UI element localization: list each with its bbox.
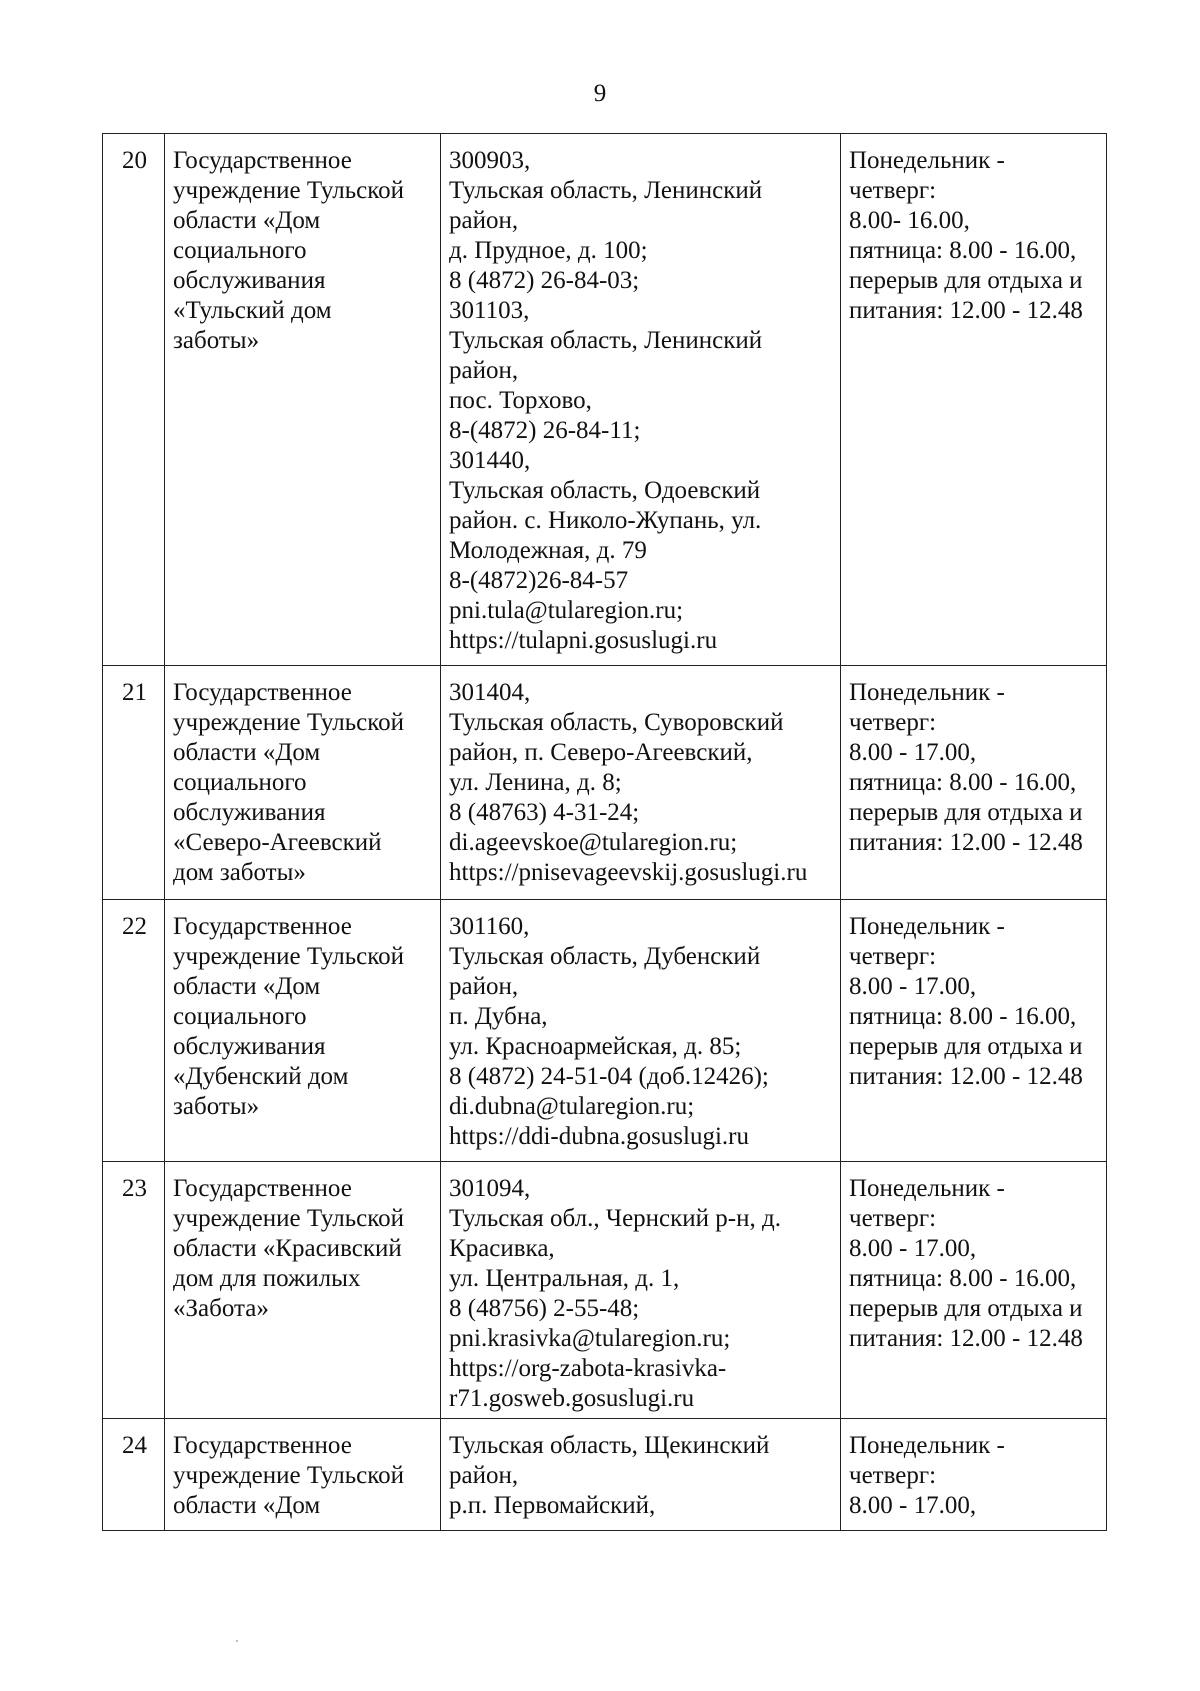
- institution-name-line: области «Дом: [173, 739, 321, 766]
- address-contacts-line: 8 (4872) 24-51-04 (доб.12426);: [449, 1063, 769, 1090]
- working-hours-cell: [841, 900, 1107, 1162]
- address-contacts-cell: [441, 900, 841, 1162]
- working-hours-line: перерыв для отдыха и: [849, 1295, 1083, 1322]
- address-contacts-line: ул. Красноармейская, д. 85;: [449, 1033, 742, 1060]
- institution-name-line: заботы»: [173, 327, 260, 354]
- institution-name-line: заботы»: [173, 1093, 260, 1120]
- address-contacts-line: район,: [449, 357, 519, 384]
- working-hours-line: четверг:: [849, 709, 937, 736]
- working-hours-line: питания: 12.00 - 12.48: [849, 829, 1083, 856]
- row-number: 22: [103, 900, 165, 1162]
- address-contacts-line: Тульская область, Одоевский: [449, 477, 761, 504]
- address-contacts-line: Тульская область, Щекинский: [449, 1432, 770, 1459]
- working-hours-line: четверг:: [849, 1205, 937, 1232]
- row-number: 24: [103, 1419, 165, 1531]
- institution-name-line: обслуживания: [173, 799, 326, 826]
- institution-name-cell: [165, 1419, 441, 1531]
- address-contacts-line: д. Прудное, д. 100;: [449, 237, 648, 264]
- address-contacts-line: ул. Ленина, д. 8;: [449, 769, 622, 796]
- institution-name-line: области «Дом: [173, 207, 321, 234]
- institution-name-line: Государственное: [173, 1432, 352, 1459]
- institution-name-line: дом для пожилых: [173, 1265, 361, 1292]
- address-contacts-line: r71.gosweb.gosuslugi.ru: [449, 1385, 695, 1412]
- institution-name-line: учреждение Тульской: [173, 709, 405, 736]
- working-hours-line: пятница: 8.00 - 16.00,: [849, 769, 1077, 796]
- address-contacts-line: 300903,: [449, 147, 531, 174]
- institution-name-line: дом заботы»: [173, 859, 306, 886]
- working-hours-line: 8.00 - 17.00,: [849, 1492, 977, 1519]
- working-hours-line: Понедельник -: [849, 913, 1005, 940]
- address-contacts-line: район. с. Николо-Жупань, ул.: [449, 507, 762, 534]
- working-hours-line: 8.00 - 17.00,: [849, 739, 977, 766]
- address-contacts-line: 8 (48763) 4-31-24;: [449, 799, 640, 826]
- institution-name-line: «Северо-Агеевский: [173, 829, 382, 856]
- working-hours-line: 8.00 - 17.00,: [849, 973, 977, 1000]
- row-number: 23: [103, 1162, 165, 1419]
- working-hours-line: Понедельник -: [849, 679, 1005, 706]
- working-hours-line: Понедельник -: [849, 1175, 1005, 1202]
- institution-name-line: обслуживания: [173, 1033, 326, 1060]
- table-row: [103, 900, 1107, 1162]
- address-contacts-line: район,: [449, 973, 519, 1000]
- institution-name-line: учреждение Тульской: [173, 943, 405, 970]
- working-hours-line: четверг:: [849, 177, 937, 204]
- address-contacts-line: Тульская обл., Чернский р-н, д.: [449, 1205, 781, 1232]
- institution-name-line: «Забота»: [173, 1295, 269, 1322]
- institution-name-line: «Тульский дом: [173, 297, 332, 324]
- address-contacts-line: 301440,: [449, 447, 531, 474]
- institution-name-line: Государственное: [173, 147, 352, 174]
- working-hours-line: 8.00- 16.00,: [849, 207, 970, 234]
- address-contacts-line: pni.tula@tularegion.ru;: [449, 597, 684, 624]
- working-hours-cell: [841, 1162, 1107, 1419]
- working-hours-line: четверг:: [849, 943, 937, 970]
- address-contacts-line: Тульская область, Ленинский: [449, 327, 763, 354]
- address-contacts-cell: [441, 1419, 841, 1531]
- institution-name-line: «Дубенский дом: [173, 1063, 349, 1090]
- address-contacts-line: 301404,: [449, 679, 531, 706]
- working-hours-line: перерыв для отдыха и: [849, 267, 1083, 294]
- working-hours-line: Понедельник -: [849, 1432, 1005, 1459]
- address-contacts-line: район, п. Северо-Агеевский,: [449, 739, 753, 766]
- working-hours-line: Понедельник -: [849, 147, 1005, 174]
- institution-name-line: социального: [173, 237, 307, 264]
- row-number: 21: [103, 666, 165, 900]
- address-contacts-line: https://ddi-dubna.gosuslugi.ru: [449, 1123, 749, 1150]
- address-contacts-cell: [441, 666, 841, 900]
- institution-name-line: учреждение Тульской: [173, 1462, 405, 1489]
- institution-name-line: Государственное: [173, 679, 352, 706]
- working-hours-line: пятница: 8.00 - 16.00,: [849, 237, 1077, 264]
- address-contacts-line: 8-(4872) 26-84-11;: [449, 417, 641, 444]
- address-contacts-cell: [441, 134, 841, 666]
- address-contacts-line: 301103,: [449, 297, 530, 324]
- institutions-table: [102, 133, 1107, 1531]
- table-body: [103, 134, 1107, 1531]
- working-hours-cell: [841, 1419, 1107, 1531]
- address-contacts-line: 301160,: [449, 913, 530, 940]
- institution-name-cell: [165, 1162, 441, 1419]
- address-contacts-line: пос. Торхово,: [449, 387, 592, 414]
- address-contacts-line: Молодежная, д. 79: [449, 537, 647, 564]
- address-contacts-line: ул. Центральная, д. 1,: [449, 1265, 680, 1292]
- working-hours-cell: [841, 134, 1107, 666]
- institution-name-line: социального: [173, 1003, 307, 1030]
- page-number: 9: [593, 80, 607, 107]
- institution-name-line: области «Дом: [173, 1492, 321, 1519]
- address-contacts-cell: [441, 1162, 841, 1419]
- working-hours-line: питания: 12.00 - 12.48: [849, 297, 1083, 324]
- institution-name-line: Государственное: [173, 1175, 352, 1202]
- institution-name-line: области «Красивский: [173, 1235, 402, 1262]
- working-hours-line: 8.00 - 17.00,: [849, 1235, 977, 1262]
- address-contacts-line: 8 (4872) 26-84-03;: [449, 267, 640, 294]
- institution-name-line: области «Дом: [173, 973, 321, 1000]
- institution-name-line: Государственное: [173, 913, 352, 940]
- address-contacts-line: https://pnisevageevskij.gosuslugi.ru: [449, 859, 808, 886]
- working-hours-cell: [841, 666, 1107, 900]
- address-contacts-line: Тульская область, Ленинский: [449, 177, 763, 204]
- address-contacts-line: 301094,: [449, 1175, 531, 1202]
- address-contacts-line: район,: [449, 1462, 519, 1489]
- working-hours-line: пятница: 8.00 - 16.00,: [849, 1003, 1077, 1030]
- working-hours-line: питания: 12.00 - 12.48: [849, 1063, 1083, 1090]
- institution-name-line: учреждение Тульской: [173, 177, 405, 204]
- address-contacts-line: Тульская область, Суворовский: [449, 709, 784, 736]
- address-contacts-line: https://org-zabota-krasivka-: [449, 1355, 727, 1382]
- table-row: [103, 1162, 1107, 1419]
- institution-name-cell: [165, 900, 441, 1162]
- institution-name-line: социального: [173, 769, 307, 796]
- working-hours-line: четверг:: [849, 1462, 937, 1489]
- address-contacts-line: 8 (48756) 2-55-48;: [449, 1295, 640, 1322]
- table-row: [103, 666, 1107, 900]
- address-contacts-line: р.п. Первомайский,: [449, 1492, 656, 1519]
- row-number: 20: [103, 134, 165, 666]
- address-contacts-line: di.dubna@tularegion.ru;: [449, 1093, 695, 1120]
- working-hours-line: перерыв для отдыха и: [849, 1033, 1083, 1060]
- address-contacts-line: 8-(4872)26-84-57: [449, 567, 629, 594]
- working-hours-line: пятница: 8.00 - 16.00,: [849, 1265, 1077, 1292]
- working-hours-line: питания: 12.00 - 12.48: [849, 1325, 1083, 1352]
- table-row: [103, 1419, 1107, 1531]
- address-contacts-line: Тульская область, Дубенский: [449, 943, 761, 970]
- table-row: [103, 134, 1107, 666]
- institution-name-line: обслуживания: [173, 267, 326, 294]
- address-contacts-line: п. Дубна,: [449, 1003, 548, 1030]
- institution-name-line: учреждение Тульской: [173, 1205, 405, 1232]
- address-contacts-line: di.ageevskoe@tularegion.ru;: [449, 829, 738, 856]
- institution-name-cell: [165, 666, 441, 900]
- scan-artifact-dot: [236, 1640, 238, 1642]
- working-hours-line: перерыв для отдыха и: [849, 799, 1083, 826]
- institution-name-cell: [165, 134, 441, 666]
- address-contacts-line: Красивка,: [449, 1235, 555, 1262]
- address-contacts-line: район,: [449, 207, 519, 234]
- address-contacts-line: https://tulapni.gosuslugi.ru: [449, 627, 718, 654]
- address-contacts-line: pni.krasivka@tularegion.ru;: [449, 1325, 731, 1352]
